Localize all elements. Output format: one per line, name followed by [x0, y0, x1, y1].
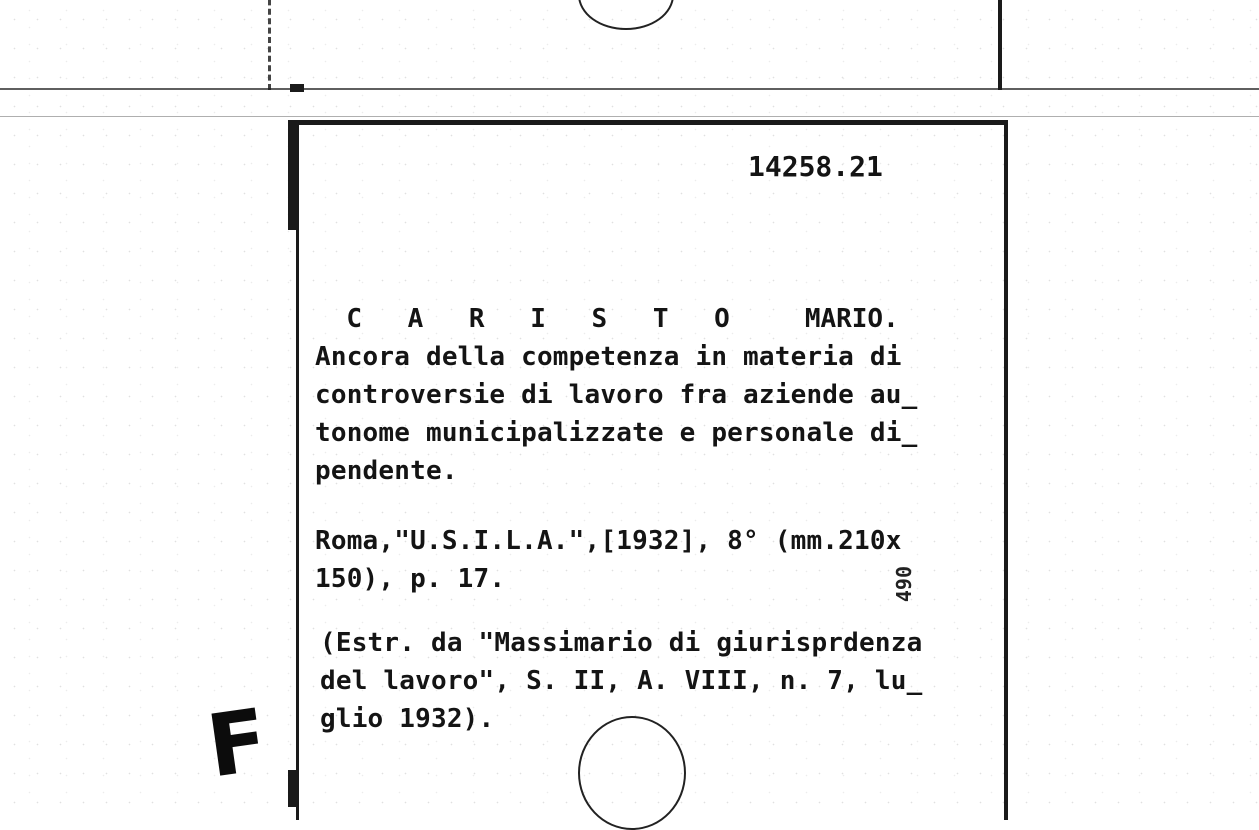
- card-separator-line-lower: [0, 116, 1259, 117]
- card-separator-line: [0, 88, 1259, 90]
- imprint-line: Roma,"U.S.I.L.A.",[1932], 8° (mm.210x: [315, 526, 902, 556]
- title-line: controversie di lavoro fra aziende au_: [315, 380, 918, 410]
- catalog-number: 14258.21: [748, 150, 883, 183]
- title-line: Ancora della competenza in materia di: [315, 342, 902, 372]
- title-line: pendente.: [315, 456, 458, 486]
- author-given-name: MARIO.: [804, 304, 899, 334]
- card-corner-bracket: [288, 120, 296, 230]
- note-line: (Estr. da "Massimario di giurisprdenza: [320, 628, 923, 658]
- author-heading: [315, 274, 899, 334]
- stamp-letter: F: [201, 690, 274, 798]
- note-line: glio 1932).: [320, 704, 495, 734]
- punch-hole-bottom: [578, 716, 686, 830]
- title-line: tonome municipalizzate e personale di_: [315, 418, 918, 448]
- author-surname: C A R I S T O: [346, 304, 745, 334]
- card-separator-mark: [290, 84, 304, 92]
- imprint-line: 150), p. 17.: [315, 564, 506, 594]
- note-line: del lavoro", S. II, A. VIII, n. 7, lu_: [320, 666, 923, 696]
- side-number: 490: [892, 566, 916, 603]
- card-left-mark-bottom: [288, 770, 296, 807]
